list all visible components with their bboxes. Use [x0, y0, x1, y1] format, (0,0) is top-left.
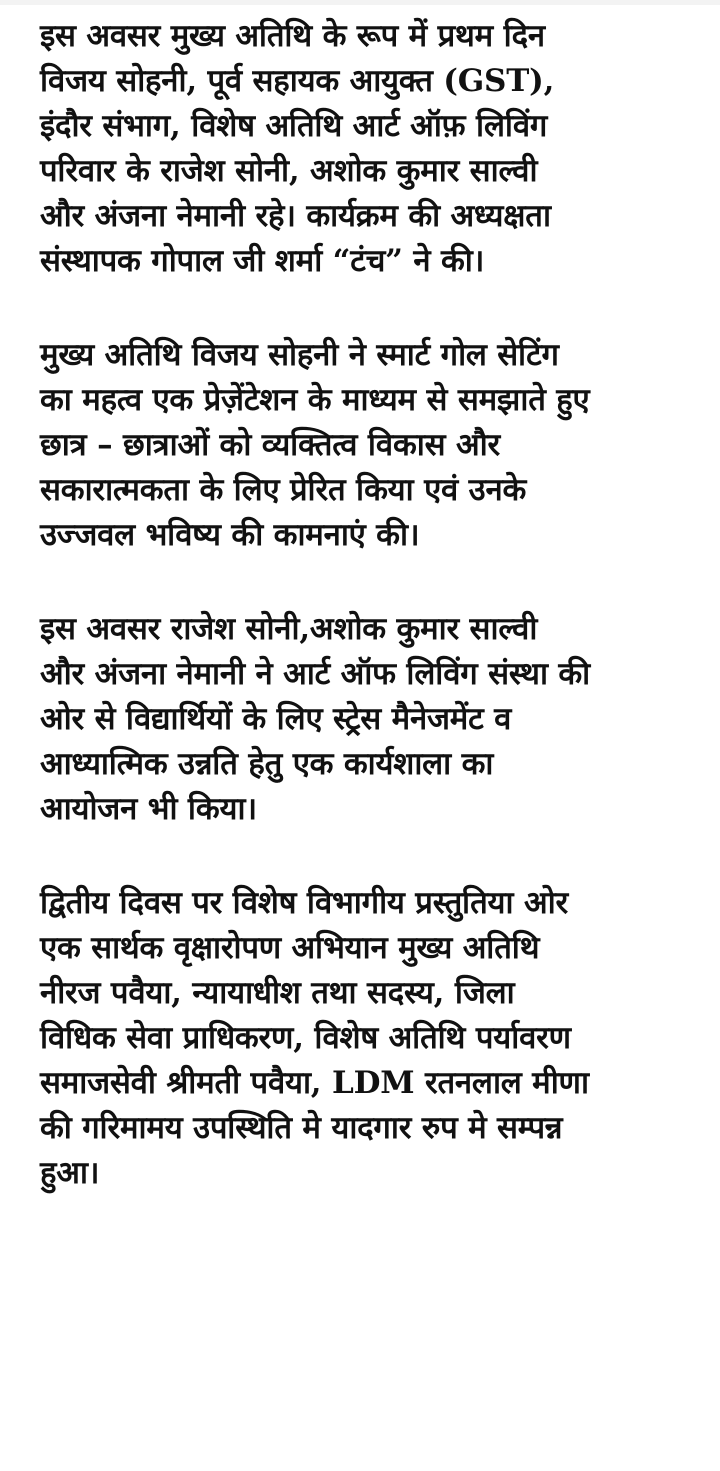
paragraph-4 — [40, 881, 710, 1196]
top-edge-strip — [0, 0, 720, 5]
paragraph-2 — [40, 333, 710, 558]
paragraph-line: हुआ। — [40, 1155, 100, 1191]
paragraph-line: इस अवसर मुख्य अतिथि के रूप में प्रथम दिन — [40, 18, 545, 54]
paragraph-line: मुख्य अतिथि विजय सोहनी ने स्मार्ट गोल सेटिंग — [40, 337, 559, 373]
paragraph-line: विजय सोहनी, पूर्व सहायक आयुक्त (GST), — [40, 63, 555, 99]
paragraph-line: संस्थापक गोपाल जी शर्मा “टंच” ने की। — [40, 243, 485, 279]
paragraph-line: आयोजन भी किया। — [40, 791, 257, 827]
paragraph-line: ओर से विद्यार्थियों के लिए स्ट्रेस मैनेजमेंट व — [40, 701, 512, 737]
paragraph-line: उज्जवल भविष्य की कामनाएं की। — [40, 517, 420, 553]
paragraph-line: की गरिमामय उपस्थिति मे यादगार रुप मे सम्पन्न — [40, 1110, 563, 1146]
paragraph-1 — [40, 14, 710, 284]
paragraph-line: और अंजना नेमानी ने आर्ट ऑफ लिविंग संस्था की — [40, 656, 591, 692]
paragraph-line: आध्यात्मिक उन्नति हेतु एक कार्यशाला का — [40, 746, 494, 782]
paragraph-line: परिवार के राजेश सोनी, अशोक कुमार साल्वी — [40, 153, 538, 189]
paragraph-line: का महत्व एक प्रेज़ेंटेशन के माध्यम से समझाते हुए — [40, 382, 590, 418]
paragraph-line: नीरज पवैया, न्यायाधीश तथा सदस्य, जिला — [40, 975, 515, 1011]
paragraph-line: इंदौर संभाग, विशेष अतिथि आर्ट ऑफ़ लिविंग — [40, 108, 548, 144]
paragraph-line: सकारात्मकता के लिए प्रेरित किया एवं उनके — [40, 472, 527, 508]
paragraph-line: और अंजना नेमानी रहे। कार्यक्रम की अध्यक्षता — [40, 198, 551, 234]
paragraph-line: एक सार्थक वृक्षारोपण अभियान मुख्य अतिथि — [40, 930, 540, 966]
paragraph-line: द्वितीय दिवस पर विशेष विभागीय प्रस्तुतिया ओर — [40, 885, 568, 921]
paragraph-line: समाजसेवी श्रीमती पवैया, LDM रतनलाल मीणा — [40, 1065, 589, 1101]
paragraph-line: विधिक सेवा प्राधिकरण, विशेष अतिथि पर्यावरण — [40, 1020, 571, 1056]
article-body — [40, 14, 710, 1196]
paragraph-line: इस अवसर राजेश सोनी,अशोक कुमार साल्वी — [40, 611, 538, 647]
paragraph-line: छात्र – छात्राओं को व्यक्तित्व विकास और — [40, 427, 500, 463]
paragraph-3 — [40, 607, 710, 832]
